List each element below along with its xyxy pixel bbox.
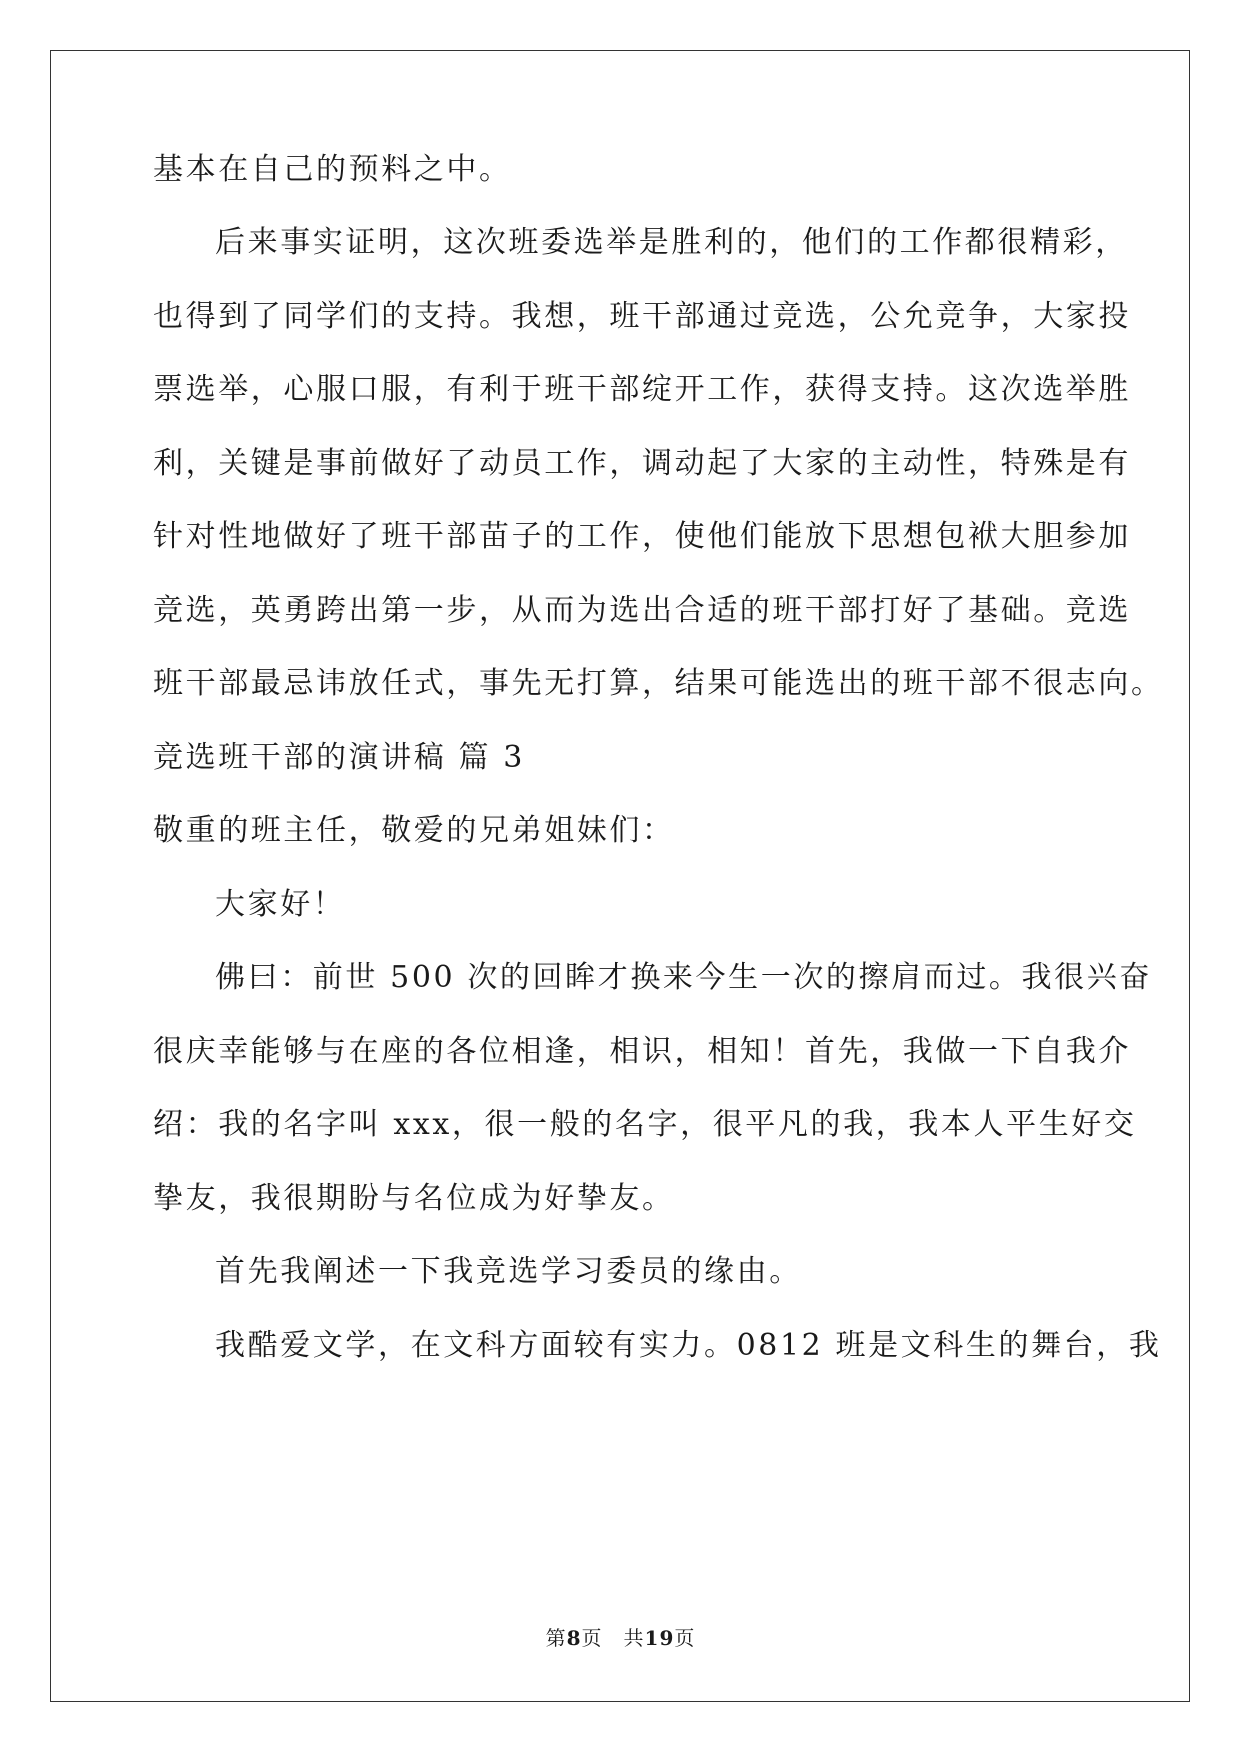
text-line: 票选举，心服口服，有利于班干部绽开工作，获得支持。这次选举胜 [153,372,1131,407]
text-line: 也得到了同学们的支持。我想，班干部通过竞选，公允竞争，大家投 [153,299,1131,334]
total-pages-number: 19 [644,1626,675,1650]
footer-middle: 页 共 [581,1626,645,1650]
salutation: 敬重的班主任，敬爱的兄弟姐妹们： [153,813,675,848]
text-line: 针对性地做好了班干部苗子的工作，使他们能放下思想包袱大胆参加 [153,519,1131,554]
footer-suffix: 页 [674,1626,696,1650]
page-footer [0,1625,1241,1651]
text-line: 竞选，英勇跨出第一步，从而为选出合适的班干部打好了基础。竞选 [153,593,1131,628]
text-line: 基本在自己的预料之中。 [153,152,512,187]
current-page-number: 8 [566,1626,582,1650]
text-line: 利，关键是事前做好了动员工作，调动起了大家的主动性，特殊是有 [153,446,1131,481]
section-heading: 竞选班干部的演讲稿 篇 3 [153,740,525,775]
text-line: 班干部最忌讳放任式，事先无打算，结果可能选出的班干部不很志向。 [153,666,1164,701]
text-line: 首先我阐述一下我竞选学习委员的缘由。 [215,1254,802,1289]
greeting: 大家好！ [215,887,346,922]
text-line: 后来事实证明，这次班委选举是胜利的，他们的工作都很精彩， [215,225,1128,260]
footer-prefix: 第 [545,1626,567,1650]
text-line: 很庆幸能够与在座的各位相逢，相识，相知！首先，我做一下自我介 [153,1034,1131,1069]
text-line: 绍：我的名字叫 xxx，很一般的名字，很平凡的我，我本人平生好交 [153,1107,1137,1142]
text-line: 我酷爱文学，在文科方面较有实力。0812 班是文科生的舞台，我 [215,1328,1162,1363]
text-line: 挚友，我很期盼与名位成为好挚友。 [153,1181,675,1216]
text-line: 佛曰：前世 500 次的回眸才换来今生一次的擦肩而过。我很兴奋 [215,960,1152,995]
